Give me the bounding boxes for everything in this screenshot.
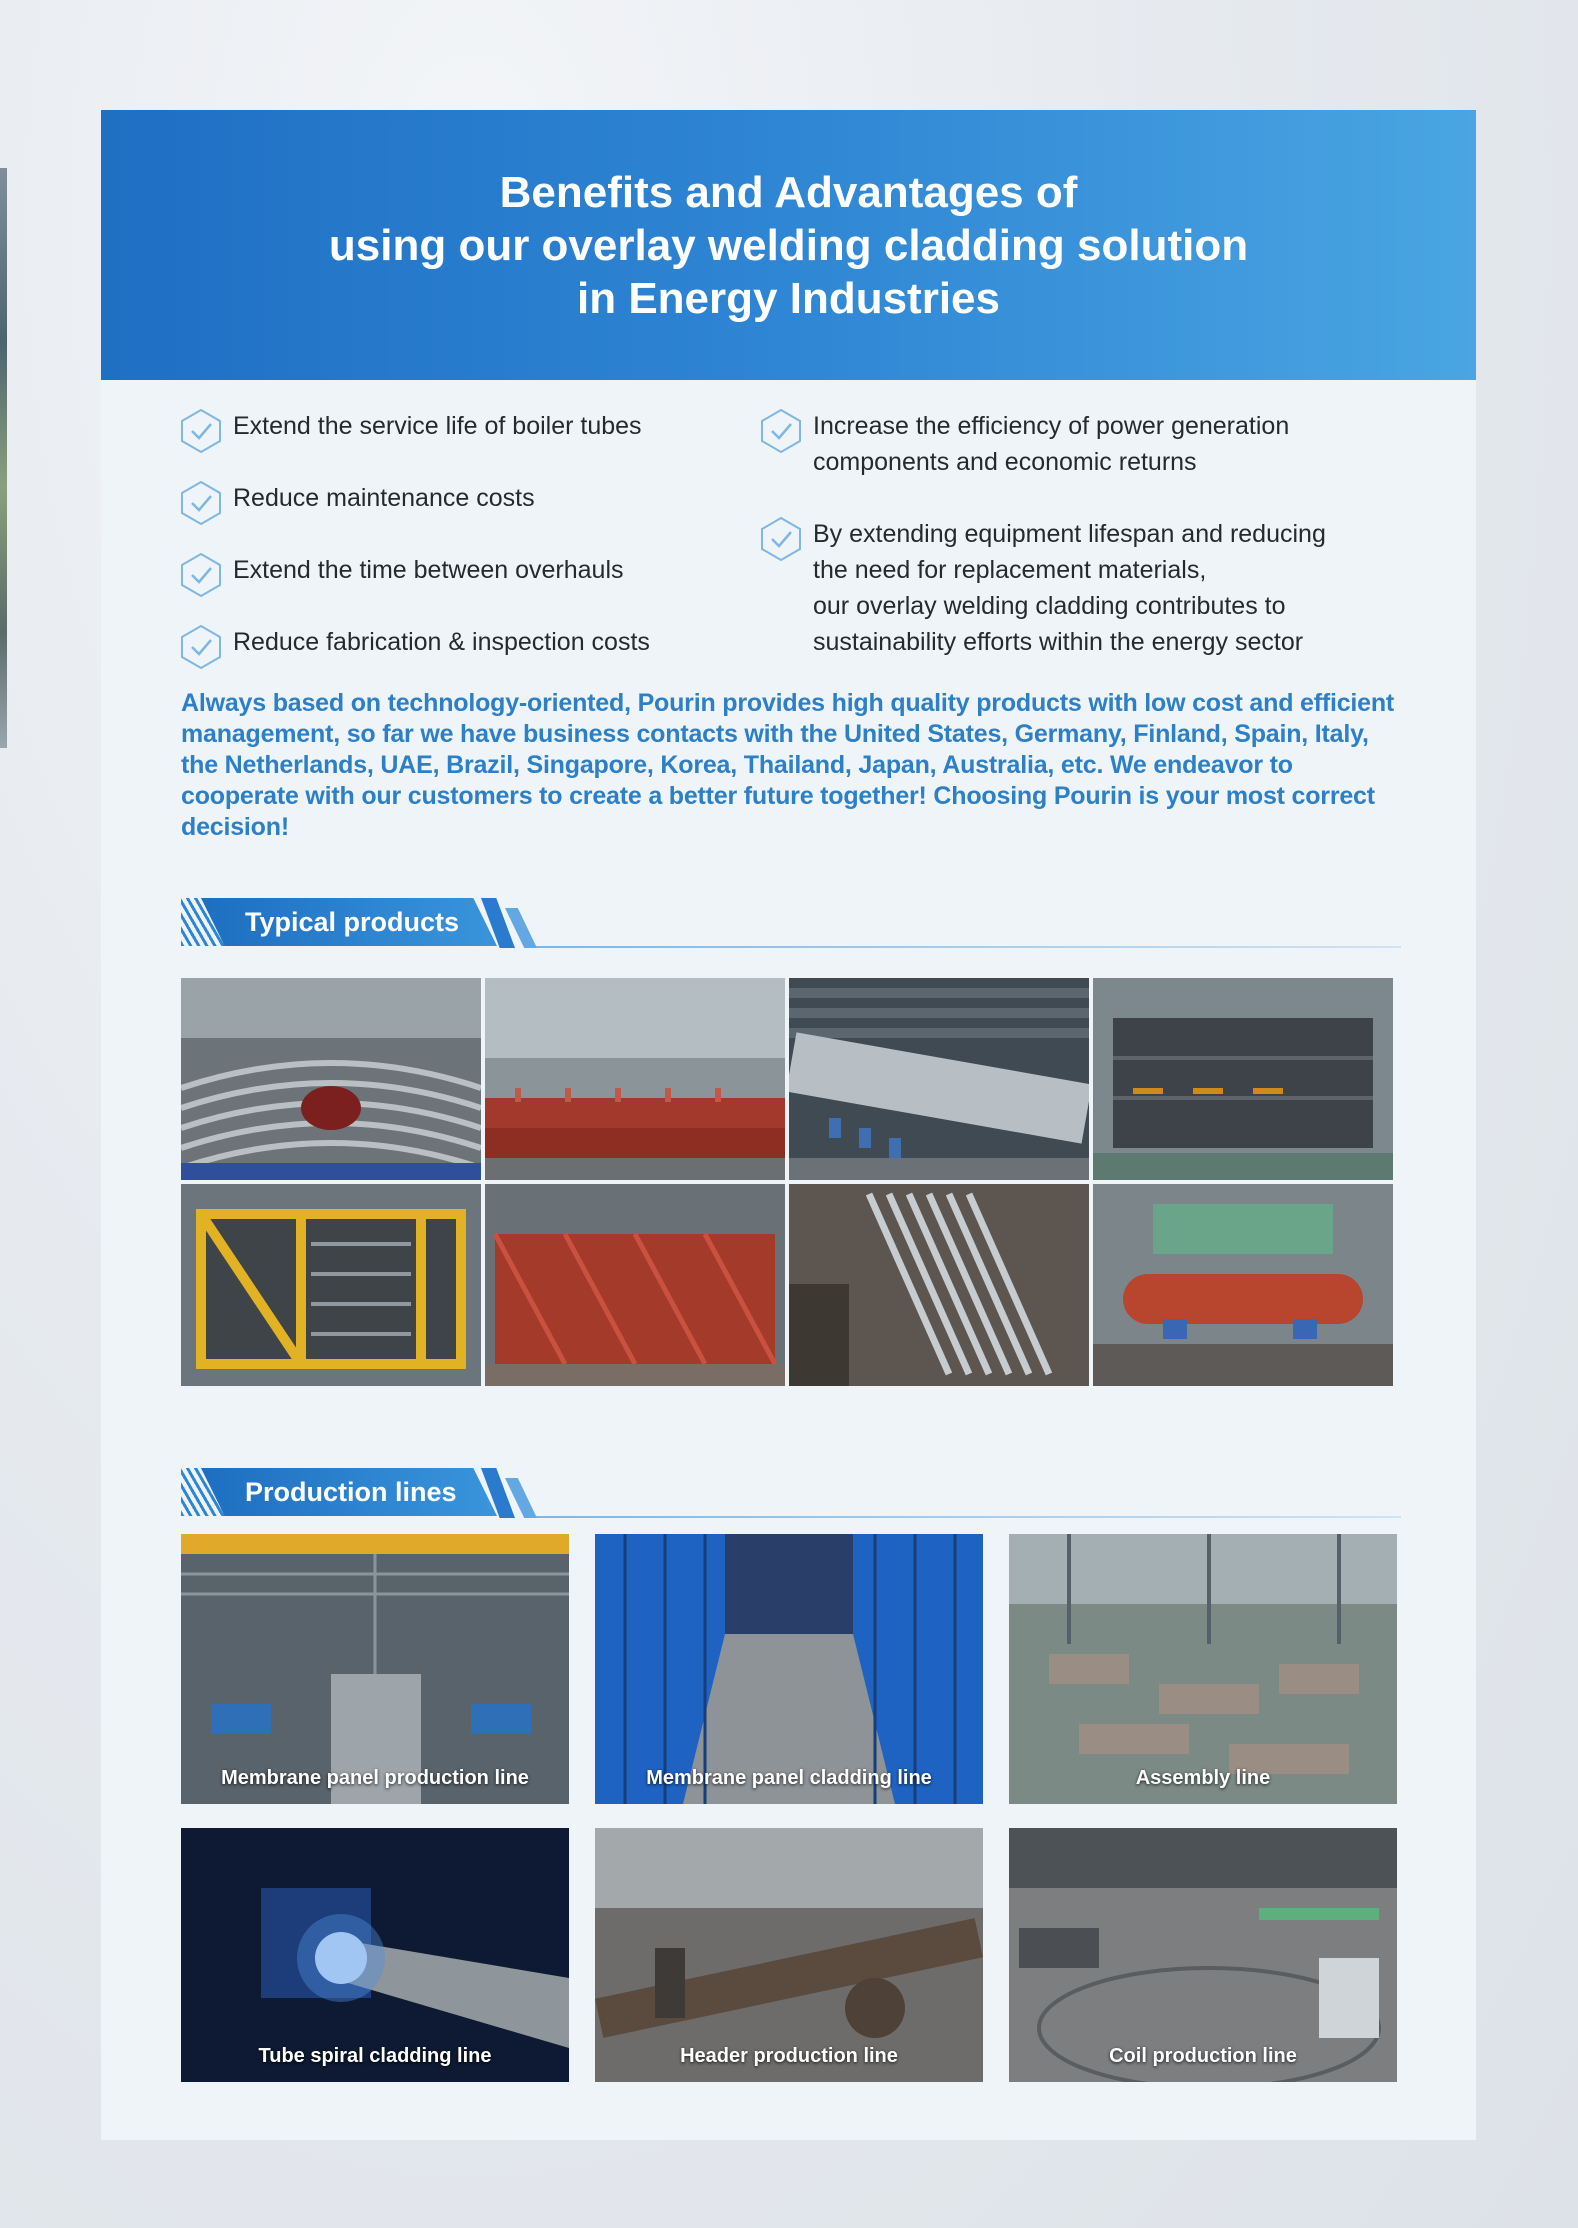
title-banner: [101, 110, 1476, 380]
left-edge-photo-strip: [0, 168, 7, 748]
assembly-line-image: [1009, 1534, 1397, 1804]
production-line-photo: [595, 1828, 983, 2082]
membrane-panel-cladding-image: [595, 1534, 983, 1804]
product-photo-red-structure: [485, 1184, 785, 1386]
check-shield-icon: [759, 516, 803, 562]
section-title: Production lines: [245, 1477, 457, 1507]
photo-caption: Assembly line: [1135, 1767, 1271, 1789]
production-lines-heading: [181, 1468, 1401, 1520]
photo-caption: Header production line: [680, 2045, 898, 2067]
benefit-item: [759, 408, 1289, 480]
production-line-photo: [1009, 1828, 1397, 2082]
brochure-page: [101, 110, 1476, 2140]
benefit-item: [179, 480, 535, 526]
production-line-photo: [595, 1534, 983, 1804]
product-photo-boiler-frame: [1093, 978, 1393, 1180]
typical-products-heading: [181, 898, 1401, 950]
benefit-text: By extending equipment lifespan and reducing the need for replacement materials, our overlay welding cladding contributes to sustainability efforts within the energy sector: [813, 520, 1326, 656]
benefit-text: Reduce fabrication & inspection costs: [233, 628, 650, 656]
company-intro-paragraph: Always based on technology-oriented, Pourin provides high quality products with low cost and efficient management, so far we have business contacts with the United States, Germany, Finland, Spain, Italy, the Netherlands, UAE, Brazil, Singapore, Korea, Thailand, Japan, Australia, etc. We endeavor to cooperate with our customers to create a better future together! Choosing Pourin is your most correct decision!: [181, 689, 1395, 841]
benefit-text: Extend the service life of boiler tubes: [233, 412, 642, 440]
product-photo-tube-coils: [789, 1184, 1089, 1386]
product-photo-boiler-tubes: [181, 978, 481, 1180]
check-shield-icon: [759, 408, 803, 454]
header-production-image: [595, 1828, 983, 2082]
product-photo-yellow-module: [181, 1184, 481, 1386]
check-shield-icon: [179, 552, 223, 598]
benefit-item: [179, 552, 624, 598]
photo-caption: Membrane panel production line: [221, 1767, 529, 1789]
product-photo-steel-headers: [789, 978, 1089, 1180]
title-line-1: Benefits and Advantages of: [499, 167, 1078, 217]
product-photo-steam-drum: [1093, 1184, 1393, 1386]
check-shield-icon: [179, 408, 223, 454]
benefit-text: Reduce maintenance costs: [233, 484, 535, 512]
benefit-item: [179, 624, 650, 670]
check-shield-icon: [179, 480, 223, 526]
benefit-text: Increase the efficiency of power generation components and economic returns: [813, 412, 1290, 476]
heading-rule: [531, 946, 1401, 948]
production-line-photo: [181, 1828, 569, 2082]
photo-caption: Coil production line: [1109, 2045, 1297, 2067]
product-photo-red-header: [485, 978, 785, 1180]
section-title: Typical products: [245, 907, 460, 937]
benefit-item: [179, 408, 642, 454]
heading-rule: [531, 1516, 1401, 1518]
production-line-photo: [181, 1534, 569, 1804]
photo-caption: Membrane panel cladding line: [646, 1767, 932, 1789]
title-line-3: in Energy Industries: [577, 273, 1000, 323]
benefit-text: Extend the time between overhauls: [233, 556, 624, 584]
title-line-2: using our overlay welding cladding solution: [328, 220, 1249, 270]
check-shield-icon: [179, 624, 223, 670]
page-title: [329, 166, 1248, 325]
coil-production-image: [1009, 1828, 1397, 2082]
tube-spiral-cladding-image: [181, 1828, 569, 2082]
production-line-photo: [1009, 1534, 1397, 1804]
membrane-panel-production-image: [181, 1534, 569, 1804]
benefit-item: [759, 516, 1326, 660]
photo-caption: Tube spiral cladding line: [258, 2045, 492, 2067]
